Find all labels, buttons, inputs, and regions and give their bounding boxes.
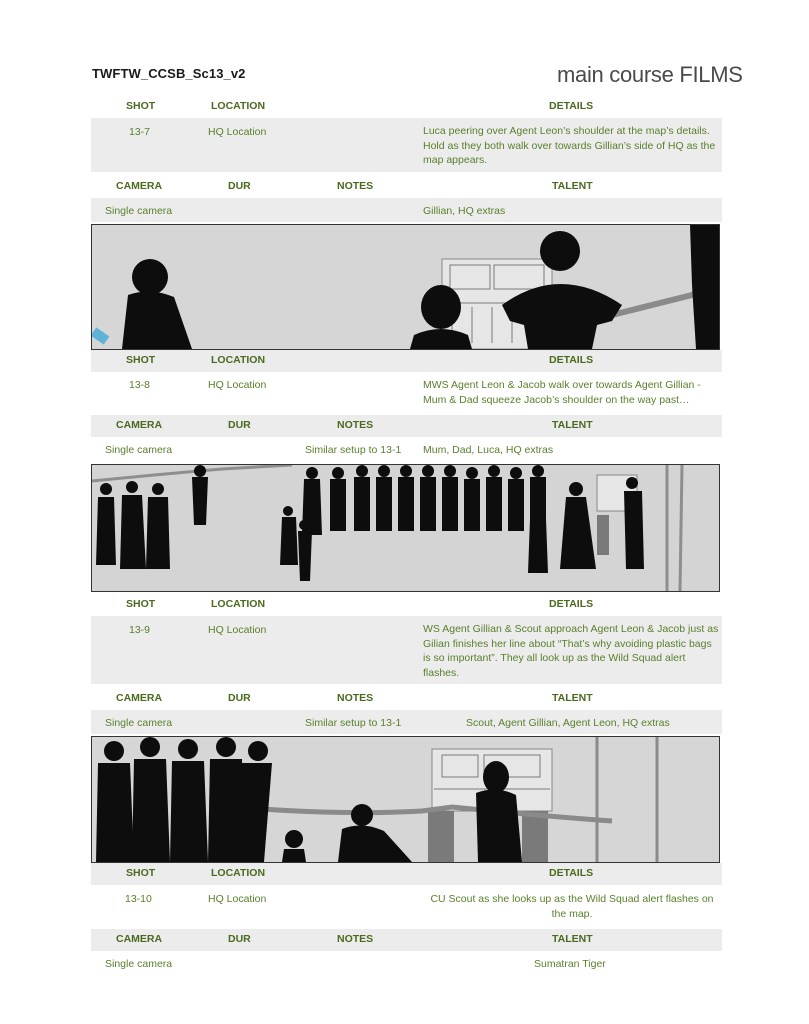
camera-header-row <box>91 929 722 951</box>
camera-info-row <box>91 198 722 222</box>
dur-header: DUR <box>228 180 251 192</box>
shot-header: SHOT <box>126 100 156 112</box>
shot-location: HQ Location <box>208 893 267 905</box>
shot-number: 13-8 <box>129 379 151 391</box>
camera-header: CAMERA <box>116 933 163 945</box>
camera-info-row <box>91 952 722 976</box>
camera-header-row <box>91 415 722 437</box>
shot-details: WS Agent Gillian & Scout approach Agent Leon & Jacob just as Gilian finishes her line about “That’s why avoiding plastic bags is so important”. They all look up as the Wild Squad alert flashes. <box>423 623 719 679</box>
shot-number: 13-10 <box>125 893 152 905</box>
camera-header: CAMERA <box>116 692 163 704</box>
camera-header-row <box>91 688 722 710</box>
shot-header-row <box>91 350 722 372</box>
location-header: LOCATION <box>211 100 266 112</box>
camera-value: Single camera <box>105 205 173 217</box>
shot-number: 13-7 <box>129 126 151 138</box>
shot-location: HQ Location <box>208 379 267 391</box>
document-title: TWFTW_CCSB_Sc13_v2 <box>92 66 246 81</box>
details-header: DETAILS <box>549 354 594 366</box>
notes-header: NOTES <box>337 692 374 704</box>
shot-location: HQ Location <box>208 126 267 138</box>
shot-details: CU Scout as she looks up as the Wild Squad alert flashes on the map. <box>430 893 714 920</box>
talent-header: TALENT <box>552 419 593 431</box>
shot-header: SHOT <box>126 867 156 879</box>
shot-details: MWS Agent Leon & Jacob walk over towards Agent Gillian - Mum & Dad squeeze Jacob’s shoulder on the way past… <box>423 379 701 406</box>
talent-header: TALENT <box>552 933 593 945</box>
shot-header-row <box>91 96 722 118</box>
shot-number: 13-9 <box>129 624 151 636</box>
location-header: LOCATION <box>211 598 266 610</box>
talent-value: Mum, Dad, Luca, HQ extras <box>423 444 554 456</box>
storyboard-frame <box>91 464 720 592</box>
shot-details: Luca peering over Agent Leon’s shoulder at the map’s details. Hold as they both walk over towards Gillian’s side of HQ as the map appears. <box>423 125 716 166</box>
talent-value: Scout, Agent Gillian, Agent Leon, HQ extras <box>466 717 670 729</box>
talent-header: TALENT <box>552 692 593 704</box>
camera-info-row <box>91 438 722 462</box>
talent-value: Gillian, HQ extras <box>423 205 506 217</box>
location-header: LOCATION <box>211 354 266 366</box>
storyboard-frame <box>91 224 720 350</box>
details-header: DETAILS <box>549 598 594 610</box>
camera-value: Single camera <box>105 717 173 729</box>
shot-header-row <box>91 594 722 616</box>
storyboard-frame <box>91 736 720 863</box>
details-header: DETAILS <box>549 867 594 879</box>
details-header: DETAILS <box>549 100 594 112</box>
shot-info-row <box>91 887 722 925</box>
talent-value: Sumatran Tiger <box>534 958 606 970</box>
camera-header: CAMERA <box>116 419 163 431</box>
dur-header: DUR <box>228 419 251 431</box>
notes-value: Similar setup to 13-1 <box>305 444 402 456</box>
shot-info-row <box>91 616 722 684</box>
camera-info-row <box>91 710 722 734</box>
shot-location: HQ Location <box>208 624 267 636</box>
location-header: LOCATION <box>211 867 266 879</box>
shot-info-row <box>91 374 722 412</box>
talent-header: TALENT <box>552 180 593 192</box>
notes-value: Similar setup to 13-1 <box>305 717 402 729</box>
camera-value: Single camera <box>105 444 173 456</box>
company-logo: main course FILMS <box>557 62 743 87</box>
notes-header: NOTES <box>337 419 374 431</box>
notes-header: NOTES <box>337 933 374 945</box>
shot-header: SHOT <box>126 354 156 366</box>
shot-header-row <box>91 863 722 885</box>
camera-value: Single camera <box>105 958 173 970</box>
camera-header-row <box>91 176 722 198</box>
dur-header: DUR <box>228 692 251 704</box>
notes-header: NOTES <box>337 180 374 192</box>
camera-header: CAMERA <box>116 180 163 192</box>
shot-info-row <box>91 118 722 172</box>
shot-header: SHOT <box>126 598 156 610</box>
dur-header: DUR <box>228 933 251 945</box>
